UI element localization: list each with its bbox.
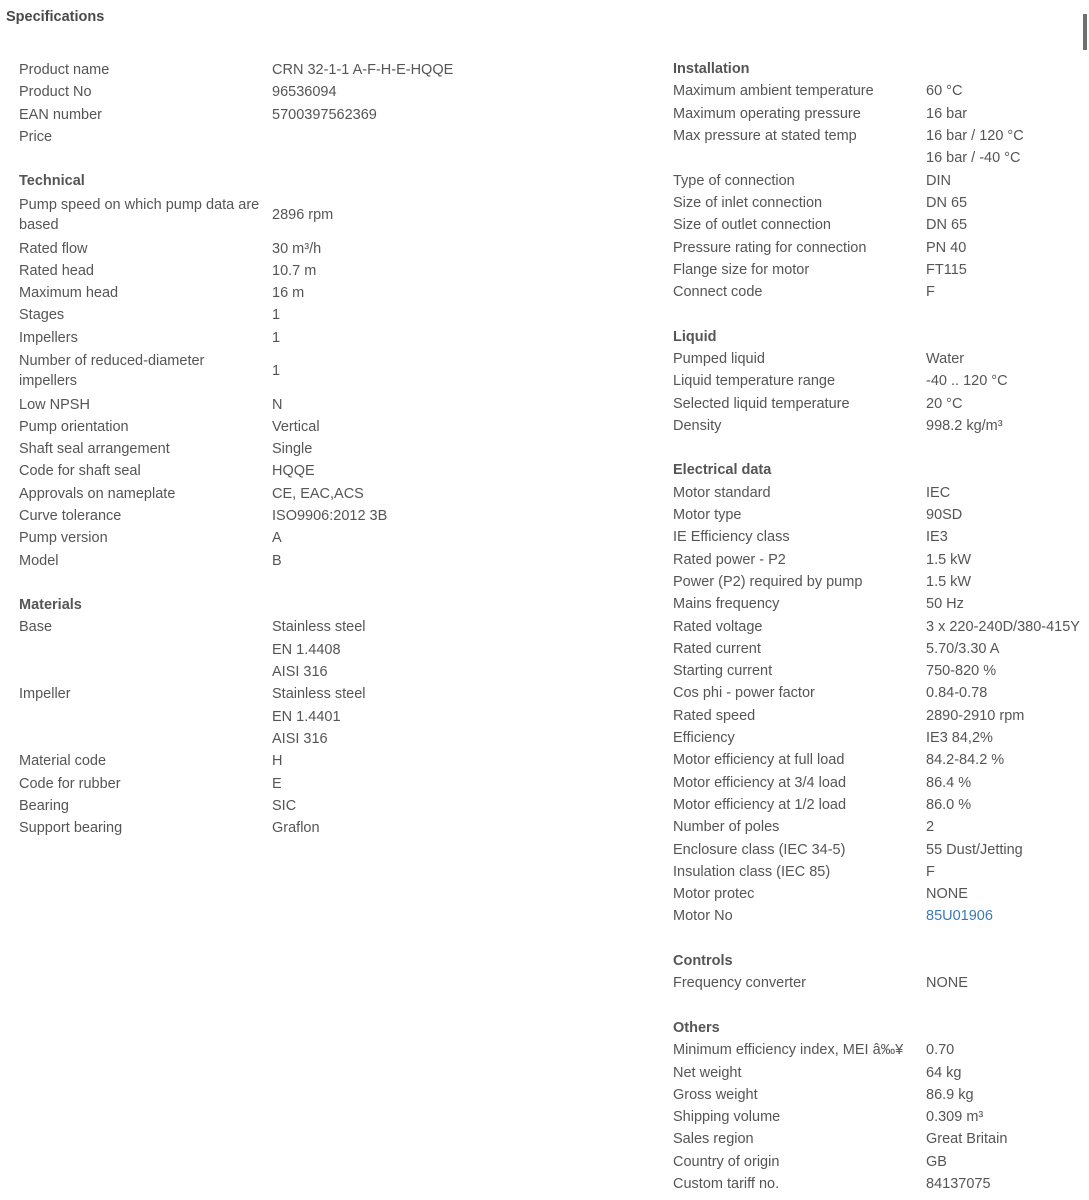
electrical-section: [673, 459, 1080, 927]
spec-value: SIC: [272, 797, 297, 814]
spec-value: 998.2 kg/m³: [926, 417, 1003, 434]
spec-value: GB: [926, 1153, 947, 1170]
spec-value: 64 kg: [926, 1064, 962, 1081]
spec-value: E: [272, 775, 282, 792]
spec-value: H: [272, 753, 283, 770]
spec-row: [673, 1039, 1080, 1061]
spec-row: [19, 282, 453, 304]
spec-label: Motor type: [673, 507, 742, 524]
spec-label: Rated speed: [673, 707, 756, 724]
spec-value: DIN: [926, 172, 951, 189]
spec-value: 20 °C: [926, 395, 963, 412]
spec-row: [19, 616, 453, 683]
spec-label: Number of reduced-diameter impellers: [19, 352, 205, 390]
spec-row: [673, 504, 1080, 526]
spec-row: [19, 527, 453, 549]
spec-label: Number of poles: [673, 819, 780, 836]
spec-row: [19, 483, 453, 505]
spec-value: 2890-2910 rpm: [926, 707, 1025, 724]
spec-value: 16 m: [272, 285, 305, 302]
spec-row: [19, 349, 453, 394]
spec-value: Stainless steel: [272, 686, 366, 703]
spec-label: Motor standard: [673, 484, 771, 501]
spec-label: Support bearing: [19, 820, 123, 837]
spec-label: Country of origin: [673, 1153, 780, 1170]
spec-row: [673, 1173, 1080, 1195]
spec-value: F: [926, 863, 935, 880]
spec-label: Pumped liquid: [673, 351, 765, 367]
spec-label: Approvals on nameplate: [19, 485, 176, 502]
motor-no-link[interactable]: 85U01906: [926, 908, 993, 925]
spec-label: EAN number: [19, 106, 103, 123]
spec-label: Curve tolerance: [19, 508, 122, 525]
spec-row: [673, 972, 1080, 994]
section-heading-liquid: Liquid: [673, 328, 717, 345]
spec-value-list: [926, 125, 1024, 170]
spec-value-list: [272, 683, 366, 750]
spec-value: A: [272, 530, 282, 547]
spec-row: [19, 59, 453, 81]
section-heading-installation: Installation: [673, 61, 750, 77]
spec-value: ISO9906:2012 3B: [272, 508, 388, 525]
spec-row: [673, 281, 1080, 303]
spec-row: [673, 816, 1080, 838]
spec-label: Sales region: [673, 1131, 754, 1148]
spec-label: Mains frequency: [673, 596, 780, 613]
spec-value: 750-820 %: [926, 663, 997, 680]
spec-row: [673, 660, 1080, 682]
spec-label: Motor efficiency at 1/2 load: [673, 796, 847, 813]
spec-label: Rated current: [673, 640, 761, 657]
spec-row: [19, 750, 453, 772]
spec-value: 55 Dust/Jetting: [926, 841, 1023, 858]
spec-row: [19, 304, 453, 326]
spec-label: Liquid temperature range: [673, 373, 836, 390]
spec-value: HQQE: [272, 463, 315, 480]
spec-label: Efficiency: [673, 730, 735, 747]
spec-label: Pressure rating for connection: [673, 239, 867, 256]
spec-value: Great Britain: [926, 1131, 1008, 1148]
spec-row: [19, 416, 453, 438]
spec-label: Rated flow: [19, 240, 88, 257]
page-title: Specifications: [6, 9, 105, 25]
spec-value: 84137075: [926, 1175, 991, 1192]
spec-row: [19, 393, 453, 415]
spec-value: 1: [272, 307, 281, 324]
spec-row: [673, 259, 1080, 281]
spec-row: [19, 683, 453, 750]
spec-value: 16 bar / 120 °C: [926, 127, 1024, 144]
spec-label: Shipping volume: [673, 1109, 781, 1126]
section-heading-controls: Controls: [673, 952, 733, 969]
section-heading-technical: Technical: [19, 173, 85, 190]
spec-value: 1.5 kW: [926, 573, 972, 590]
spec-value: DN 65: [926, 194, 968, 211]
spec-value: IEC: [926, 484, 951, 501]
right-column: [673, 58, 1080, 1195]
spec-label: Code for shaft seal: [19, 463, 141, 480]
spec-row: [673, 838, 1080, 860]
spec-row: [673, 682, 1080, 704]
spec-row: [673, 549, 1080, 571]
spec-value: 86.9 kg: [926, 1086, 974, 1103]
controls-section: [673, 950, 1080, 995]
spec-label: Type of connection: [673, 172, 795, 189]
spec-value: N: [272, 396, 283, 413]
spec-value: 0.84-0.78: [926, 685, 988, 702]
spec-label: Stages: [19, 307, 65, 324]
spec-row: [673, 526, 1080, 548]
spec-value: 90SD: [926, 507, 963, 524]
spec-row: [673, 1151, 1080, 1173]
spec-row: [673, 103, 1080, 125]
spec-value: AISI 316: [272, 664, 328, 681]
spec-label: Shaft seal arrangement: [19, 441, 170, 458]
spec-value: EN 1.4401: [272, 708, 341, 725]
spec-value: 5.70/3.30 A: [926, 640, 1000, 657]
spec-row: [673, 615, 1080, 637]
spec-value: 86.0 %: [926, 796, 972, 813]
spec-label: Maximum operating pressure: [673, 105, 861, 122]
technical-section: [19, 170, 453, 571]
spec-value: 3 x 220-240D/380-415Y: [926, 618, 1080, 635]
spec-label: Motor protec: [673, 886, 755, 903]
spec-value: NONE: [926, 886, 968, 903]
spec-row: [19, 81, 453, 103]
spec-row: [19, 550, 453, 572]
others-section: [673, 1017, 1080, 1195]
spec-label: Price: [19, 129, 53, 146]
spec-value: CE, EAC,ACS: [272, 485, 364, 502]
spec-value: 1: [272, 329, 281, 346]
spec-label: Rated head: [19, 262, 94, 279]
spec-label: Bearing: [19, 797, 69, 814]
spec-row: [19, 126, 453, 148]
spec-value: Vertical: [272, 418, 320, 435]
spec-value: 50 Hz: [926, 596, 964, 613]
spec-label: Maximum head: [19, 285, 119, 302]
basic-section: [19, 59, 453, 148]
spec-row: [673, 727, 1080, 749]
spec-label: IE Efficiency class: [673, 529, 790, 546]
spec-label: Material code: [19, 753, 107, 770]
spec-label: Product name: [19, 62, 110, 79]
spec-value: 10.7 m: [272, 262, 317, 279]
spec-row: [673, 214, 1080, 236]
spec-label: Density: [673, 417, 722, 434]
spec-label: Connect code: [673, 284, 763, 301]
spec-value: B: [272, 552, 282, 569]
spec-label: Minimum efficiency index, MEI â‰¥: [673, 1042, 904, 1059]
spec-value: IE3: [926, 529, 948, 546]
spec-row: [673, 571, 1080, 593]
spec-row: [19, 505, 453, 527]
spec-value: 0.70: [926, 1042, 955, 1059]
spec-label: Motor efficiency at full load: [673, 752, 845, 769]
spec-row: [19, 327, 453, 349]
spec-value: PN 40: [926, 239, 967, 256]
spec-label: Gross weight: [673, 1086, 758, 1103]
spec-label: Code for rubber: [19, 775, 121, 792]
spec-value: 96536094: [272, 84, 337, 101]
spec-value: NONE: [926, 975, 968, 992]
spec-value: 1: [272, 363, 281, 380]
spec-row: [673, 593, 1080, 615]
spec-label: Selected liquid temperature: [673, 395, 850, 412]
spec-label: Low NPSH: [19, 396, 90, 413]
spec-value: DN 65: [926, 217, 968, 234]
spec-value: Water: [926, 351, 965, 367]
spec-label: Enclosure class (IEC 34-5): [673, 841, 846, 858]
spec-row: [19, 773, 453, 795]
spec-value: F: [926, 284, 935, 301]
spec-label: Starting current: [673, 663, 773, 680]
spec-value: CRN 32-1-1 A-F-H-E-HQQE: [272, 62, 454, 79]
liquid-section: [673, 326, 1080, 437]
spec-label: Pump speed on which pump data are based: [19, 196, 260, 234]
spec-row: [673, 236, 1080, 258]
spec-label: Flange size for motor: [673, 261, 810, 278]
spec-label: Net weight: [673, 1064, 742, 1081]
spec-row: [673, 772, 1080, 794]
spec-row: [673, 482, 1080, 504]
spec-value: 0.309 m³: [926, 1109, 984, 1126]
spec-row: [673, 125, 1080, 170]
scrollbar-thumb[interactable]: [1083, 14, 1087, 50]
spec-row: [673, 883, 1080, 905]
spec-label: Size of outlet connection: [673, 217, 831, 234]
spec-label: Motor efficiency at 3/4 load: [673, 774, 847, 791]
spec-value-list: [272, 616, 366, 683]
installation-section: [673, 58, 1080, 303]
spec-value: 16 bar / -40 °C: [926, 150, 1021, 167]
spec-row: [19, 460, 453, 482]
spec-value: 2896 rpm: [272, 207, 334, 224]
spec-row: [673, 370, 1080, 392]
spec-row: [673, 80, 1080, 102]
spec-row: [673, 861, 1080, 883]
spec-value: Single: [272, 441, 313, 458]
spec-label: Max pressure at stated temp: [673, 127, 857, 144]
spec-label: Pump orientation: [19, 418, 129, 435]
spec-label: Motor No: [673, 908, 733, 925]
materials-section: [19, 594, 453, 839]
spec-label: Base: [19, 619, 53, 636]
spec-label: Impellers: [19, 329, 78, 346]
spec-row: [673, 749, 1080, 771]
spec-row: [673, 905, 1080, 927]
section-heading-materials: Materials: [19, 597, 82, 614]
spec-label: Size of inlet connection: [673, 194, 823, 211]
spec-value: 86.4 %: [926, 774, 972, 791]
spec-value: 2: [926, 819, 935, 836]
spec-row: [19, 104, 453, 126]
spec-row: [19, 193, 453, 238]
spec-value: EN 1.4408: [272, 641, 341, 658]
spec-value: 16 bar: [926, 105, 968, 122]
spec-label: Rated voltage: [673, 618, 763, 635]
spec-value: -40 .. 120 °C: [926, 373, 1008, 390]
spec-row: [673, 392, 1080, 414]
spec-value: FT115: [926, 261, 967, 278]
spec-row: [673, 1128, 1080, 1150]
spec-value: AISI 316: [272, 730, 328, 747]
spec-row: [673, 1106, 1080, 1128]
spec-row: [673, 705, 1080, 727]
spec-label: Product No: [19, 84, 92, 101]
spec-value: 84.2-84.2 %: [926, 752, 1005, 769]
spec-label: Model: [19, 552, 59, 569]
spec-row: [19, 260, 453, 282]
spec-row: [673, 192, 1080, 214]
spec-row: [673, 794, 1080, 816]
spec-row: [673, 415, 1080, 437]
spec-value: IE3 84,2%: [926, 730, 993, 747]
spec-row: [19, 438, 453, 460]
spec-row: [673, 1084, 1080, 1106]
left-column: [19, 59, 453, 839]
spec-value: 5700397562369: [272, 106, 377, 123]
spec-label: Cos phi - power factor: [673, 685, 815, 702]
spec-label: Frequency converter: [673, 975, 806, 992]
spec-row: [673, 1061, 1080, 1083]
spec-label: Insulation class (IEC 85): [673, 863, 831, 880]
spec-value: Stainless steel: [272, 619, 366, 636]
spec-label: Pump version: [19, 530, 108, 547]
section-heading-electrical: Electrical data: [673, 462, 772, 479]
spec-row: [673, 169, 1080, 191]
spec-row: [673, 348, 1080, 370]
spec-label: Power (P2) required by pump: [673, 573, 863, 590]
spec-row: [19, 817, 453, 839]
spec-label: Custom tariff no.: [673, 1175, 780, 1192]
spec-row: [673, 638, 1080, 660]
spec-value: 1.5 kW: [926, 551, 972, 568]
spec-label: Rated power - P2: [673, 551, 786, 568]
spec-value: Graflon: [272, 820, 320, 837]
spec-row: [19, 795, 453, 817]
spec-value: 60 °C: [926, 83, 963, 100]
spec-label: Maximum ambient temperature: [673, 83, 874, 100]
section-heading-others: Others: [673, 1019, 720, 1036]
spec-value: 30 m³/h: [272, 240, 322, 257]
spec-row: [19, 237, 453, 259]
spec-label: Impeller: [19, 686, 71, 703]
